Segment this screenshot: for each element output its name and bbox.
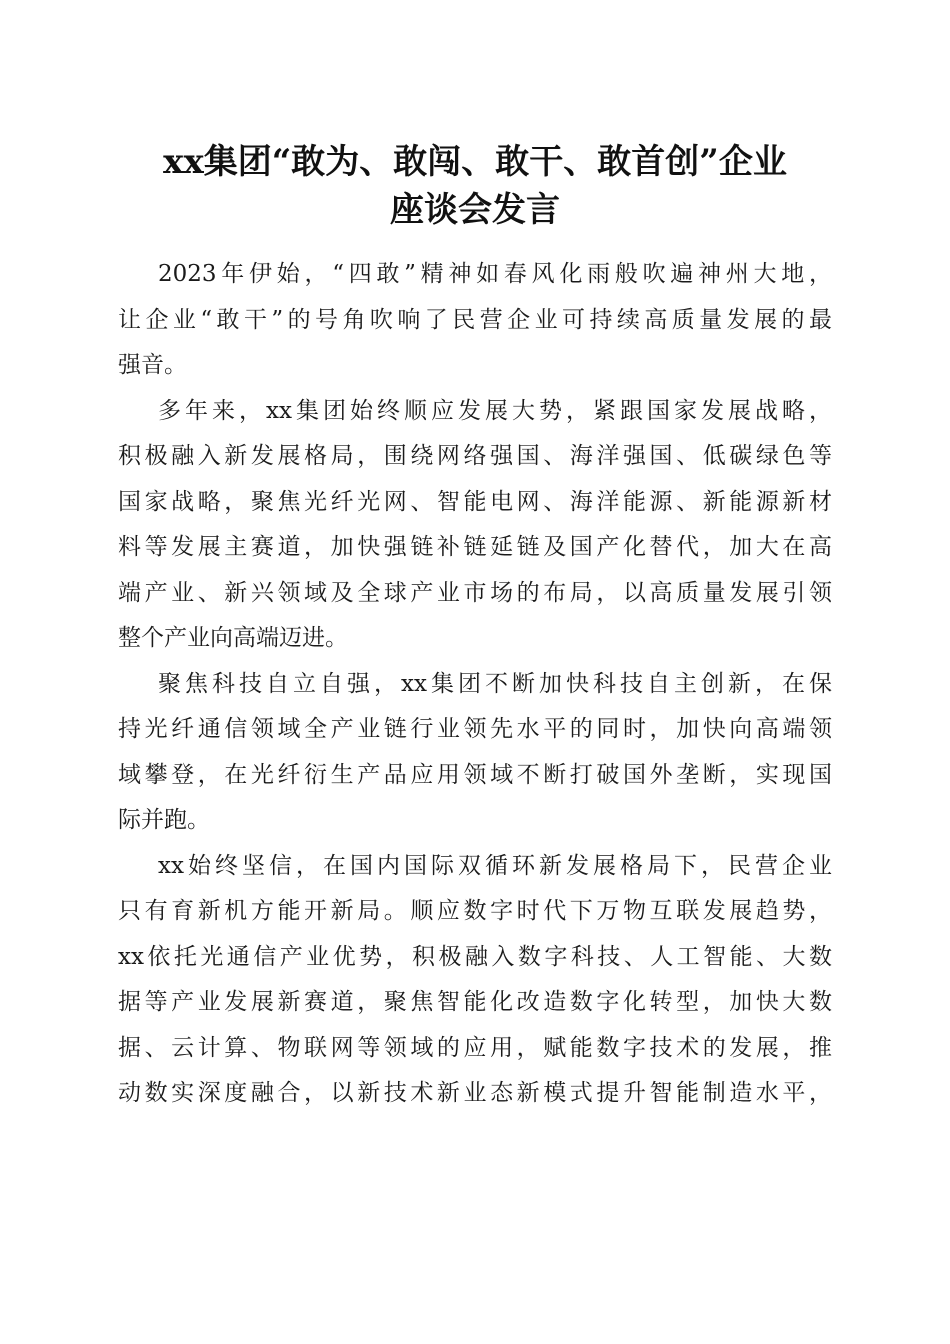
paragraph-line: xx依托光通信产业优势，积极融入数字科技、人工智能、大数 [118,943,832,970]
document-title-line-1: xx集团“敢为、敢闯、敢干、敢首创”企业 [163,142,787,182]
document-body [118,252,832,1117]
document-title-line-2: 座谈会发言 [390,190,560,230]
paragraph-4 [118,844,832,1117]
paragraph-1 [118,252,832,389]
paragraph-line: 积极融入新发展格局，围绕网络强国、海洋强国、低碳绿色等 [118,443,832,469]
paragraph-line: 聚焦科技自立自强，xx集团不断加快科技自主创新，在保 [158,670,832,697]
paragraph-3 [118,662,832,844]
paragraph-line: xx始终坚信，在国内国际双循环新发展格局下，民营企业 [158,852,832,879]
paragraph-line: 际并跑。 [118,807,210,833]
paragraph-line: 域攀登，在光纤衍生产品应用领域不断打破国外垄断，实现国 [118,761,832,788]
paragraph-2 [118,389,832,662]
paragraph-line: 端产业、新兴领域及全球产业市场的布局，以高质量发展引领 [118,579,832,606]
paragraph-line: 据、云计算、物联网等领域的应用，赋能数字技术的发展，推 [118,1034,832,1061]
paragraph-line: 2023年伊始，“四敢”精神如春风化雨般吹遍神州大地， [158,261,832,287]
paragraph-line: 国家战略，聚焦光纤光网、智能电网、海洋能源、新能源新材 [118,488,832,515]
paragraph-line: 动数实深度融合，以新技术新业态新模式提升智能制造水平， [118,1080,832,1106]
paragraph-line: 只有育新机方能开新局。顺应数字时代下万物互联发展趋势， [118,898,832,924]
paragraph-line: 整个产业向高端迈进。 [118,625,348,651]
paragraph-line: 多年来，xx集团始终顺应发展大势，紧跟国家发展战略， [158,397,832,424]
paragraph-line: 强音。 [118,352,187,378]
paragraph-line: 据等产业发展新赛道，聚焦智能化改造数字化转型，加快大数 [118,989,832,1015]
paragraph-line: 持光纤通信领域全产业链行业领先水平的同时，加快向高端领 [118,716,832,742]
paragraph-line: 让企业“敢干”的号角吹响了民营企业可持续高质量发展的最 [118,306,832,333]
paragraph-line: 料等发展主赛道，加快强链补链延链及国产化替代，加大在高 [118,534,832,560]
